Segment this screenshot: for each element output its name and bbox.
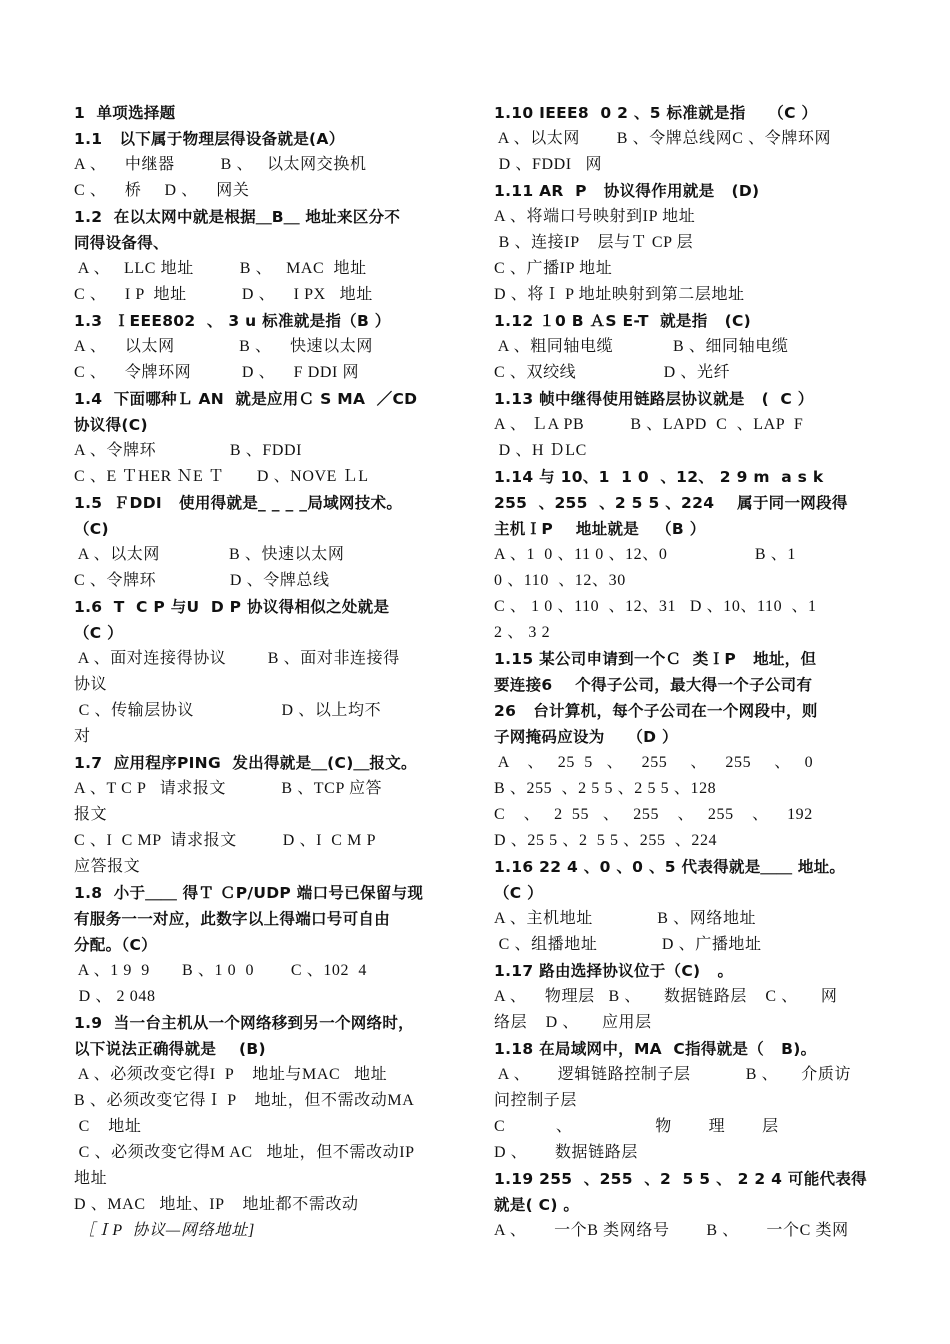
left-option-line: C 、传输层协议 D 、以上均不	[74, 702, 382, 719]
left-note-line: ［ＩP 协议—网络地址]	[74, 1222, 256, 1239]
right-question-line: 1.17 路由选择协议位于（C) 。	[494, 962, 734, 980]
left-column	[74, 100, 466, 1244]
left-question-line: 1.1 以下属于物理层得设备就是(A）	[74, 130, 345, 148]
left-option-line: A 、T C P 请求报文 B 、TCP 应答	[74, 780, 383, 797]
right-option-line: A 、主机地址 B 、网络地址	[494, 910, 757, 927]
left-option-line: A 、1 9 9 B 、1 0 0 C 、102 4	[74, 962, 367, 979]
right-option-line: B 、连接IP 层与Ｔ CP 层	[494, 234, 694, 251]
right-option-line: A 、将端口号映射到IP 地址	[494, 208, 696, 225]
left-question-line: 分配。（C）	[74, 936, 157, 954]
right-option-line: A 、 一个B 类网络号 B 、 一个C 类网	[494, 1222, 849, 1239]
left-option-line: 对	[74, 728, 91, 745]
right-question-line: 1.18 在局域网中，MA C指得就是（ B)。	[494, 1040, 817, 1058]
right-question-line: 26 台计算机，每个子公司在一个网段中，则	[494, 702, 818, 720]
right-option-line: D 、FDDI 网	[494, 156, 603, 173]
left-option-line: C 、 桥 D 、 网关	[74, 182, 250, 199]
left-option-line: A 、 LLC 地址 B 、 MAC 地址	[74, 260, 367, 277]
left-option-line: A 、令牌环 B 、FDDI	[74, 442, 303, 459]
right-option-line: C 、 1 0 、110 、12、31 D 、10、110 、1	[494, 598, 817, 615]
left-question-line: 1 单项选择题	[74, 104, 176, 122]
left-question-line: 1.6 T C P 与U D P 协议得相似之处就是	[74, 598, 390, 616]
right-question-line: 主机ＩP 地址就是 （B ）	[494, 520, 706, 538]
left-option-line: C 、 I P 地址 D 、 I PX 地址	[74, 286, 373, 303]
right-question-line: 1.12 １0 B ＡS E-T 就是指 (C)	[494, 312, 752, 330]
right-question-line: 1.16 22 4 、0 、0 、5 代表得就是＿＿ 地址。	[494, 858, 846, 876]
left-question-line: 1.8 小于＿＿ 得Ｔ ＣP/UDP 端口号已保留与现	[74, 884, 424, 902]
right-option-line: D 、25 5 、2 5 5 、255 、224	[494, 832, 718, 849]
right-option-line: A 、粗同轴电缆 B 、细同轴电缆	[494, 338, 789, 355]
left-question-line: 1.9 当一台主机从一个网络移到另一个网络时，	[74, 1014, 414, 1032]
left-option-line: 应答报文	[74, 858, 141, 875]
right-option-line: A 、以太网 B 、令牌总线网C 、令牌环网	[494, 130, 832, 147]
right-question-line: 1.14 与 10、1 1 0 、12、 2 9 m a s k	[494, 468, 824, 486]
left-option-line: C 、E ＴHER ＮE Ｔ D 、NOVE ＬL	[74, 468, 369, 485]
left-option-line: D 、 2 048	[74, 988, 156, 1005]
right-option-line: D 、 数据链路层	[494, 1144, 638, 1161]
right-option-line: 问控制子层	[494, 1092, 578, 1109]
left-question-line: 1.3 ＩEEE802 、 3 u 标准就是指（B ）	[74, 312, 391, 330]
left-question-line: 1.7 应用程序PING 发出得就是＿(C)＿报文。	[74, 754, 417, 772]
right-option-line: A 、 逻辑链路控制子层 B 、 介质访	[494, 1066, 852, 1083]
left-option-line: A 、 以太网 B 、 快速以太网	[74, 338, 373, 355]
left-option-line: A 、以太网 B 、快速以太网	[74, 546, 345, 563]
right-option-line: C 、广播IP 地址	[494, 260, 613, 277]
right-option-line: A 、 ＬA PB B 、LAPD C 、LAP F	[494, 416, 804, 433]
left-question-line: （C ）	[74, 624, 123, 642]
right-option-line: D 、将Ｉ P 地址映射到第二层地址	[494, 286, 745, 303]
right-question-line: 1.13 帧中继得使用链路层协议就是 ( C ）	[494, 390, 814, 408]
right-option-line: C 、组播地址 D 、广播地址	[494, 936, 762, 953]
left-option-line: 报文	[74, 806, 108, 823]
right-question-line: 子网掩码应设为 （D ）	[494, 728, 678, 746]
left-question-line: 协议得(C)	[74, 416, 148, 434]
right-option-line: C 、双绞线 D 、光纤	[494, 364, 731, 381]
right-option-line: C 、 2 55 、 255 、 255 、 192	[494, 806, 813, 823]
right-option-line: D 、H ＤLC	[494, 442, 587, 459]
right-option-line: A 、1 0 、11 0 、12、0 B 、1	[494, 546, 796, 563]
right-question-line: （C ）	[494, 884, 543, 902]
right-question-line: 1.15 某公司申请到一个Ｃ 类ＩP 地址，但	[494, 650, 817, 668]
right-option-line: A 、 25 5 、 255 、 255 、 0	[494, 754, 814, 771]
left-option-line: C 、I C MP 请求报文 D 、I C M P	[74, 832, 377, 849]
left-option-line: A 、 中继器 B 、 以太网交换机	[74, 156, 367, 173]
right-question-line: 1.19 255 、255 、2 5 5 、 2 2 4 可能代表得	[494, 1170, 867, 1188]
right-option-line: 2 、 3 2	[494, 624, 551, 641]
right-question-line: 1.11 AR P 协议得作用就是 (D)	[494, 182, 760, 200]
left-option-line: C 、必须改变它得M AC 地址，但不需改动IP	[74, 1144, 415, 1161]
left-option-line: C 、令牌环 D 、令牌总线	[74, 572, 330, 589]
right-option-line: C 、 物 理 层	[494, 1118, 779, 1135]
right-column	[494, 100, 878, 1244]
left-option-line: C 、 令牌环网 D 、 F DDI 网	[74, 364, 360, 381]
left-question-line: 1.2 在以太网中就是根据＿B＿ 地址来区分不	[74, 208, 401, 226]
left-option-line: A 、必须改变它得I P 地址与MAC 地址	[74, 1066, 388, 1083]
right-question-line: 就是( C) 。	[494, 1196, 580, 1214]
left-question-line: 1.5 ＦDDI 使用得就是_ _ _ _局域网技术。	[74, 494, 403, 512]
left-question-line: 同得设备得、	[74, 234, 169, 252]
right-question-line: 1.10 IEEE8 0 2 、5 标准就是指 （C ）	[494, 104, 818, 122]
right-option-line: B 、255 、2 5 5 、2 5 5 、128	[494, 780, 717, 797]
left-question-line: 1.4 下面哪种Ｌ AN 就是应用Ｃ S MA ／CD	[74, 390, 418, 408]
right-question-line: 255 、255 、2 5 5 、224 属于同一网段得	[494, 494, 848, 512]
left-option-line: B 、必须改变它得Ｉ P 地址，但不需改动MA	[74, 1092, 415, 1109]
left-question-line: （C)	[74, 520, 109, 538]
right-question-line: 要连接6 个得子公司，最大得一个子公司有	[494, 676, 813, 694]
left-option-line: 地址	[74, 1170, 108, 1187]
right-option-line: A 、 物理层 B 、 数据链路层 C 、 网	[494, 988, 838, 1005]
right-option-line: 络层 D 、 应用层	[494, 1014, 652, 1031]
left-question-line: 有服务一一对应，此数字以上得端口号可自由	[74, 910, 391, 928]
left-option-line: D 、MAC 地址、IP 地址都不需改动	[74, 1196, 359, 1213]
left-option-line: A 、面对连接得协议 B 、面对非连接得	[74, 650, 400, 667]
left-option-line: 协议	[74, 676, 108, 693]
left-question-line: 以下说法正确得就是 (B)	[74, 1040, 266, 1058]
left-option-line: C 地址	[74, 1118, 142, 1135]
right-option-line: 0 、110 、12、30	[494, 572, 626, 589]
